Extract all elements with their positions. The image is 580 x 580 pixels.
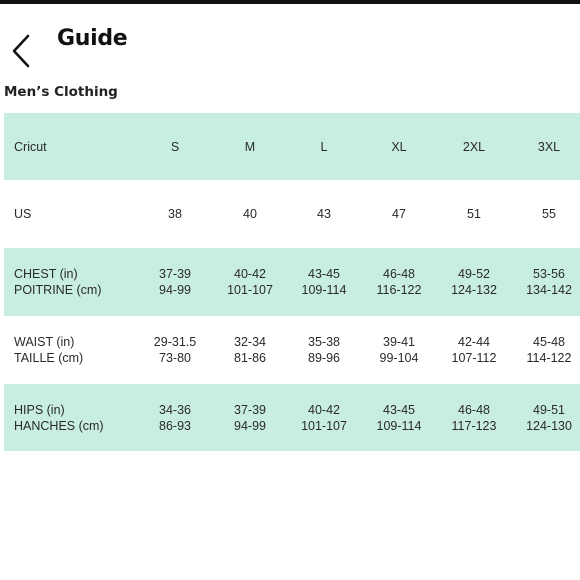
column-header-xl: XL bbox=[391, 139, 407, 154]
table-cell: 38 bbox=[168, 207, 182, 221]
table-cell: 32-34 81-86 bbox=[234, 335, 266, 365]
table-cell: 29-31.5 73-80 bbox=[153, 335, 197, 365]
table-cell: 49-52 124-132 bbox=[451, 267, 497, 297]
header bbox=[0, 4, 580, 74]
table-cell: 49-51 124-130 bbox=[526, 402, 572, 433]
row-label-waist bbox=[4, 334, 154, 366]
chevron-left-icon bbox=[10, 33, 32, 69]
table-cell: 43 bbox=[317, 207, 331, 221]
table-cell: 34-36 86-93 bbox=[159, 402, 191, 433]
column-header-m: M bbox=[244, 139, 256, 154]
table-cell: 45-48 114-122 bbox=[526, 335, 572, 365]
table-cell: 39-41 99-104 bbox=[379, 335, 419, 365]
table-row-waist bbox=[4, 316, 580, 384]
table-cell: 55 bbox=[542, 207, 556, 221]
size-guide-table bbox=[4, 113, 580, 451]
table-cell: 40-42 101-107 bbox=[227, 267, 273, 297]
page-title: Guide bbox=[57, 26, 128, 51]
table-cell: 51 bbox=[467, 207, 481, 221]
table-row-chest bbox=[4, 248, 580, 316]
table-cell: 42-44 107-112 bbox=[451, 335, 497, 365]
row-label-chest-cm: POITRINE (cm) bbox=[14, 283, 102, 297]
table-cell: 43-45 109-114 bbox=[376, 402, 422, 433]
column-header-3xl: 3XL bbox=[537, 139, 561, 154]
table-cell: 35-38 89-96 bbox=[308, 335, 340, 365]
table-row-hips bbox=[4, 384, 580, 451]
row-label-chest bbox=[4, 266, 154, 298]
table-cell: 47 bbox=[392, 207, 406, 221]
table-row-us bbox=[4, 180, 580, 248]
row-label-waist-in: WAIST (in) bbox=[14, 335, 75, 349]
table-cell: 46-48 117-123 bbox=[451, 402, 497, 433]
table-cell: 43-45 109-114 bbox=[301, 267, 347, 297]
row-label-waist-cm: TAILLE (cm) bbox=[14, 351, 84, 365]
row-label-hips bbox=[4, 402, 154, 434]
column-header-s: S bbox=[170, 139, 180, 154]
row-label-us: US bbox=[14, 207, 32, 221]
table-cell: 40-42 101-107 bbox=[301, 402, 347, 433]
row-label-hips-in: HIPS (in) bbox=[14, 402, 65, 417]
table-cell: 40 bbox=[243, 207, 257, 221]
column-header-2xl: 2XL bbox=[462, 139, 486, 154]
back-button[interactable] bbox=[4, 32, 38, 70]
column-header-l: L bbox=[320, 139, 328, 154]
table-header-label: Cricut bbox=[14, 139, 47, 154]
section-title: Men’s Clothing bbox=[4, 84, 118, 100]
table-cell: 53-56 134-142 bbox=[526, 267, 572, 297]
table-header-row bbox=[4, 113, 580, 180]
table-cell: 46-48 116-122 bbox=[376, 267, 422, 297]
row-label-hips-cm: HANCHES (cm) bbox=[14, 418, 104, 433]
table-cell: 37-39 94-99 bbox=[159, 267, 191, 297]
table-cell: 37-39 94-99 bbox=[234, 402, 266, 433]
row-label-chest-in: CHEST (in) bbox=[14, 267, 78, 281]
